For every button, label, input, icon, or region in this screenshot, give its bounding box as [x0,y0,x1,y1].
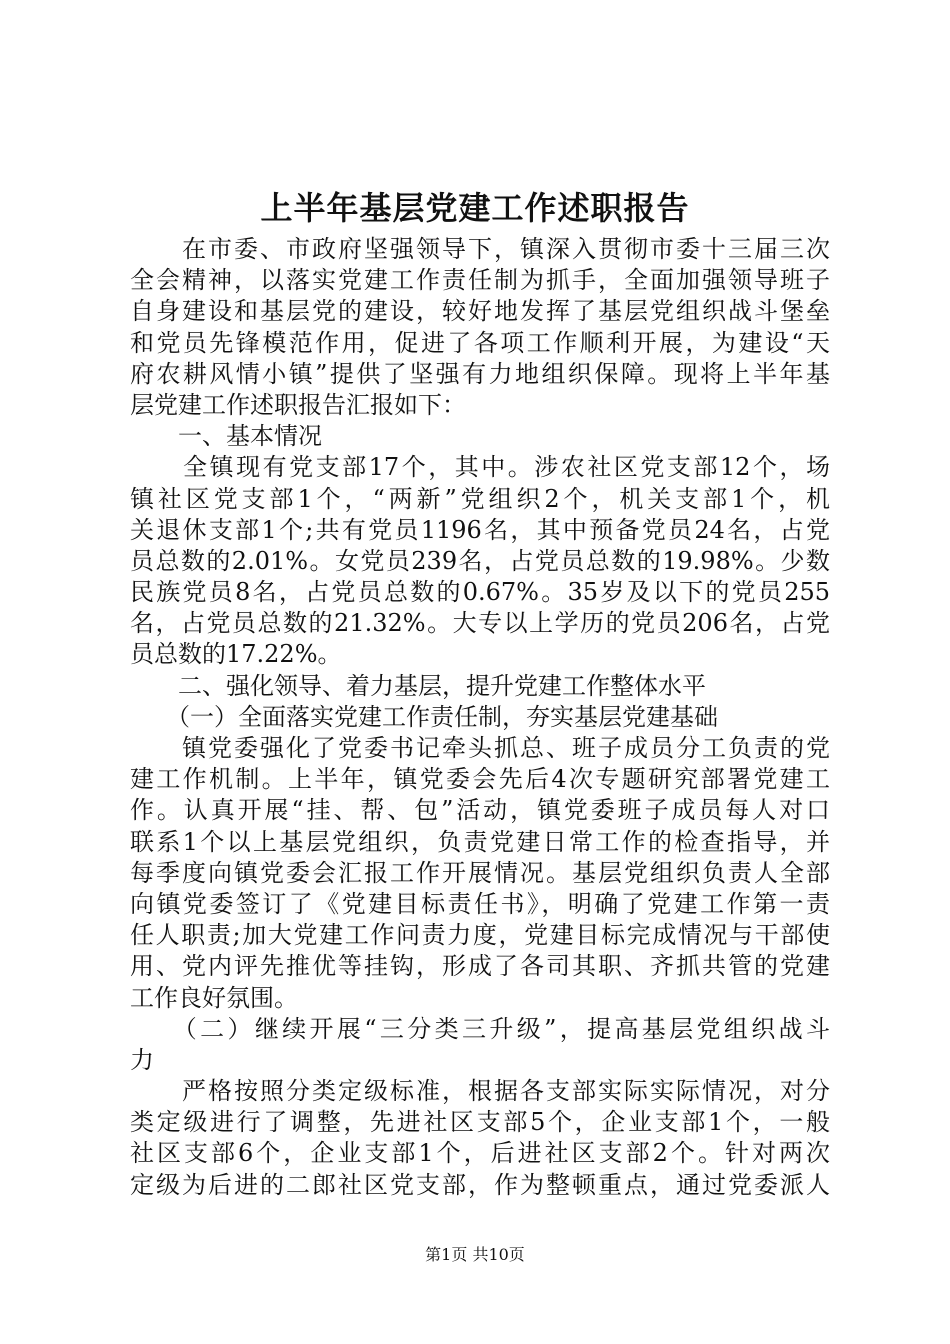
body-line: 全会精神，以落实党建工作责任制为抓手，全面加强领导班子 [130,266,830,295]
body-line: 府农耕风情小镇”提供了坚强有力地组织保障。现将上半年基 [130,359,830,388]
body-line: （一）全面落实党建工作责任制，夯实基层党建基础 [130,702,718,731]
body-line: 民族党员8名，占党员总数的0.67%。35岁及以下的党员255 [130,578,830,607]
body-line: 名，占党员总数的21.32%。大专以上学历的党员206名，占党 [130,609,830,638]
body-line: 一、基本情况 [130,422,322,451]
body-line: 向镇党委签订了《党建目标责任书》，明确了党建工作第一责 [130,889,830,918]
body-line: 每季度向镇党委会汇报工作开展情况。基层党组织负责人全部 [130,858,830,887]
body-line: 在市委、市政府坚强领导下，镇深入贯彻市委十三届三次 [130,235,830,263]
body-line: 建工作机制。上半年，镇党委会先后4次专题研究部署党建工 [130,765,830,794]
body-line: 用、党内评先推优等挂钩，形成了各司其职、齐抓共管的党建 [130,952,830,981]
document-title: 上半年基层党建工作述职报告 [260,189,690,227]
body-line: 定级为后进的二郎社区党支部，作为整顿重点，通过党委派人 [130,1170,830,1199]
body-line: 全镇现有党支部17个，其中。涉农社区党支部12个，场 [130,453,830,482]
body-line: （二）继续开展“三分类三升级”，提高基层党组织战斗 [130,1014,830,1043]
body-line: 关退休支部1个;共有党员1196名，其中预备党员24名，占党 [130,515,830,544]
document-body [130,234,830,1201]
body-line: 镇社区党支部1个，“两新”党组织2个，机关支部1个，机 [130,484,830,513]
page-footer: 第1页 共10页 [425,1245,525,1264]
body-line: 严格按照分类定级标准，根据各支部实际实际情况，对分 [130,1077,830,1106]
body-line: 任人职责;加大党建工作问责力度，党建目标完成情况与干部使 [130,921,830,950]
body-line: 层党建工作述职报告汇报如下： [130,390,466,419]
body-line: 作。认真开展“挂、帮、包”活动，镇党委班子成员每人对口 [130,796,830,825]
body-line: 力 [130,1045,154,1074]
body-line: 二、强化领导、着力基层，提升党建工作整体水平 [130,671,706,700]
body-line: 类定级进行了调整，先进社区支部5个，企业支部1个，一般 [130,1108,830,1137]
body-line: 和党员先锋模范作用，促进了各项工作顺利开展，为建设“天 [130,328,830,357]
body-line: 工作良好氛围。 [130,983,298,1012]
body-line: 镇党委强化了党委书记牵头抓总、班子成员分工负责的党 [130,734,830,762]
body-line: 员总数的2.01%。女党员239名，占党员总数的19.98%。少数 [130,546,830,575]
body-line: 自身建设和基层党的建设，较好地发挥了基层党组织战斗堡垒 [130,297,830,326]
body-line: 社区支部6个，企业支部1个，后进社区支部2个。针对两次 [130,1139,830,1168]
body-line: 员总数的17.22%。 [130,640,342,669]
body-line: 联系1个以上基层党组织，负责党建日常工作的检查指导，并 [130,827,830,856]
